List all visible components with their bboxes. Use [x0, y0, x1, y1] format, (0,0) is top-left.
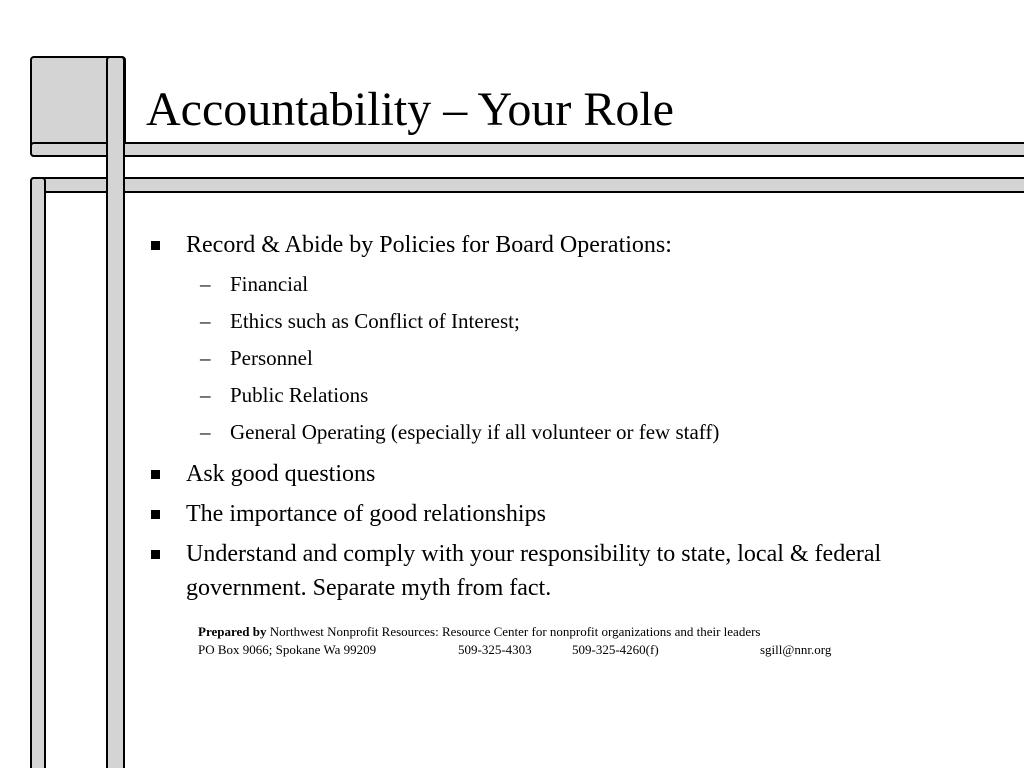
- square-bullet-icon: [151, 550, 160, 559]
- dash-marker: –: [200, 346, 211, 370]
- prepared-label: Prepared by: [198, 624, 267, 639]
- square-bullet-icon: [151, 510, 160, 519]
- bullet-relationships: [146, 497, 966, 531]
- dash-marker: –: [200, 383, 211, 407]
- footer-phone: 509-325-4303: [458, 642, 532, 657]
- bullet-text: Record & Abide by Policies for Board Operations:: [186, 232, 672, 258]
- policy-sublist: [186, 266, 966, 451]
- footer-email: sgill@nnr.org: [760, 642, 832, 657]
- bullet-policies: [146, 228, 966, 451]
- dash-marker: –: [200, 420, 211, 444]
- bullet-questions: [146, 457, 966, 491]
- frame-middle-bar: [30, 177, 1024, 193]
- frame-inner-bar: [106, 56, 125, 768]
- square-bullet-icon: [151, 241, 160, 250]
- footer-fax: 509-325-4260(f): [572, 642, 659, 657]
- subitem-personnel: [186, 340, 966, 377]
- bullet-text: Ask good questions: [186, 461, 376, 487]
- dash-marker: –: [200, 309, 211, 333]
- footer-credits: [198, 623, 831, 659]
- bullet-comply: [146, 537, 966, 605]
- subitem-text: Ethics such as Conflict of Interest;: [230, 309, 520, 333]
- subitem-financial: [186, 266, 966, 303]
- frame-top-bar: [30, 142, 1024, 157]
- dash-marker: –: [200, 272, 211, 296]
- subitem-text: General Operating (especially if all volunteer or few staff): [230, 420, 720, 444]
- bullet-text: Understand and comply with your responsibility to state, local & federal government. Separate myth from fact.: [186, 541, 882, 601]
- subitem-general-operating: [186, 414, 966, 451]
- footer-line-prepared: [198, 623, 831, 641]
- bullet-text: The importance of good relationships: [186, 501, 546, 527]
- footer-line-contact: [198, 641, 831, 659]
- subitem-text: Public Relations: [230, 383, 369, 407]
- footer-address: PO Box 9066; Spokane Wa 99209: [198, 642, 377, 657]
- frame-left-bar: [30, 177, 46, 768]
- slide-body: [146, 228, 966, 605]
- prepared-text: Northwest Nonprofit Resources: Resource Center for nonprofit organizations and their leaders: [269, 624, 761, 639]
- subitem-text: Financial: [230, 272, 309, 296]
- square-bullet-icon: [151, 470, 160, 479]
- subitem-public-relations: [186, 377, 966, 414]
- subitem-text: Personnel: [230, 346, 313, 370]
- subitem-ethics: [186, 303, 966, 340]
- slide-title: Accountability – Your Role: [146, 83, 674, 136]
